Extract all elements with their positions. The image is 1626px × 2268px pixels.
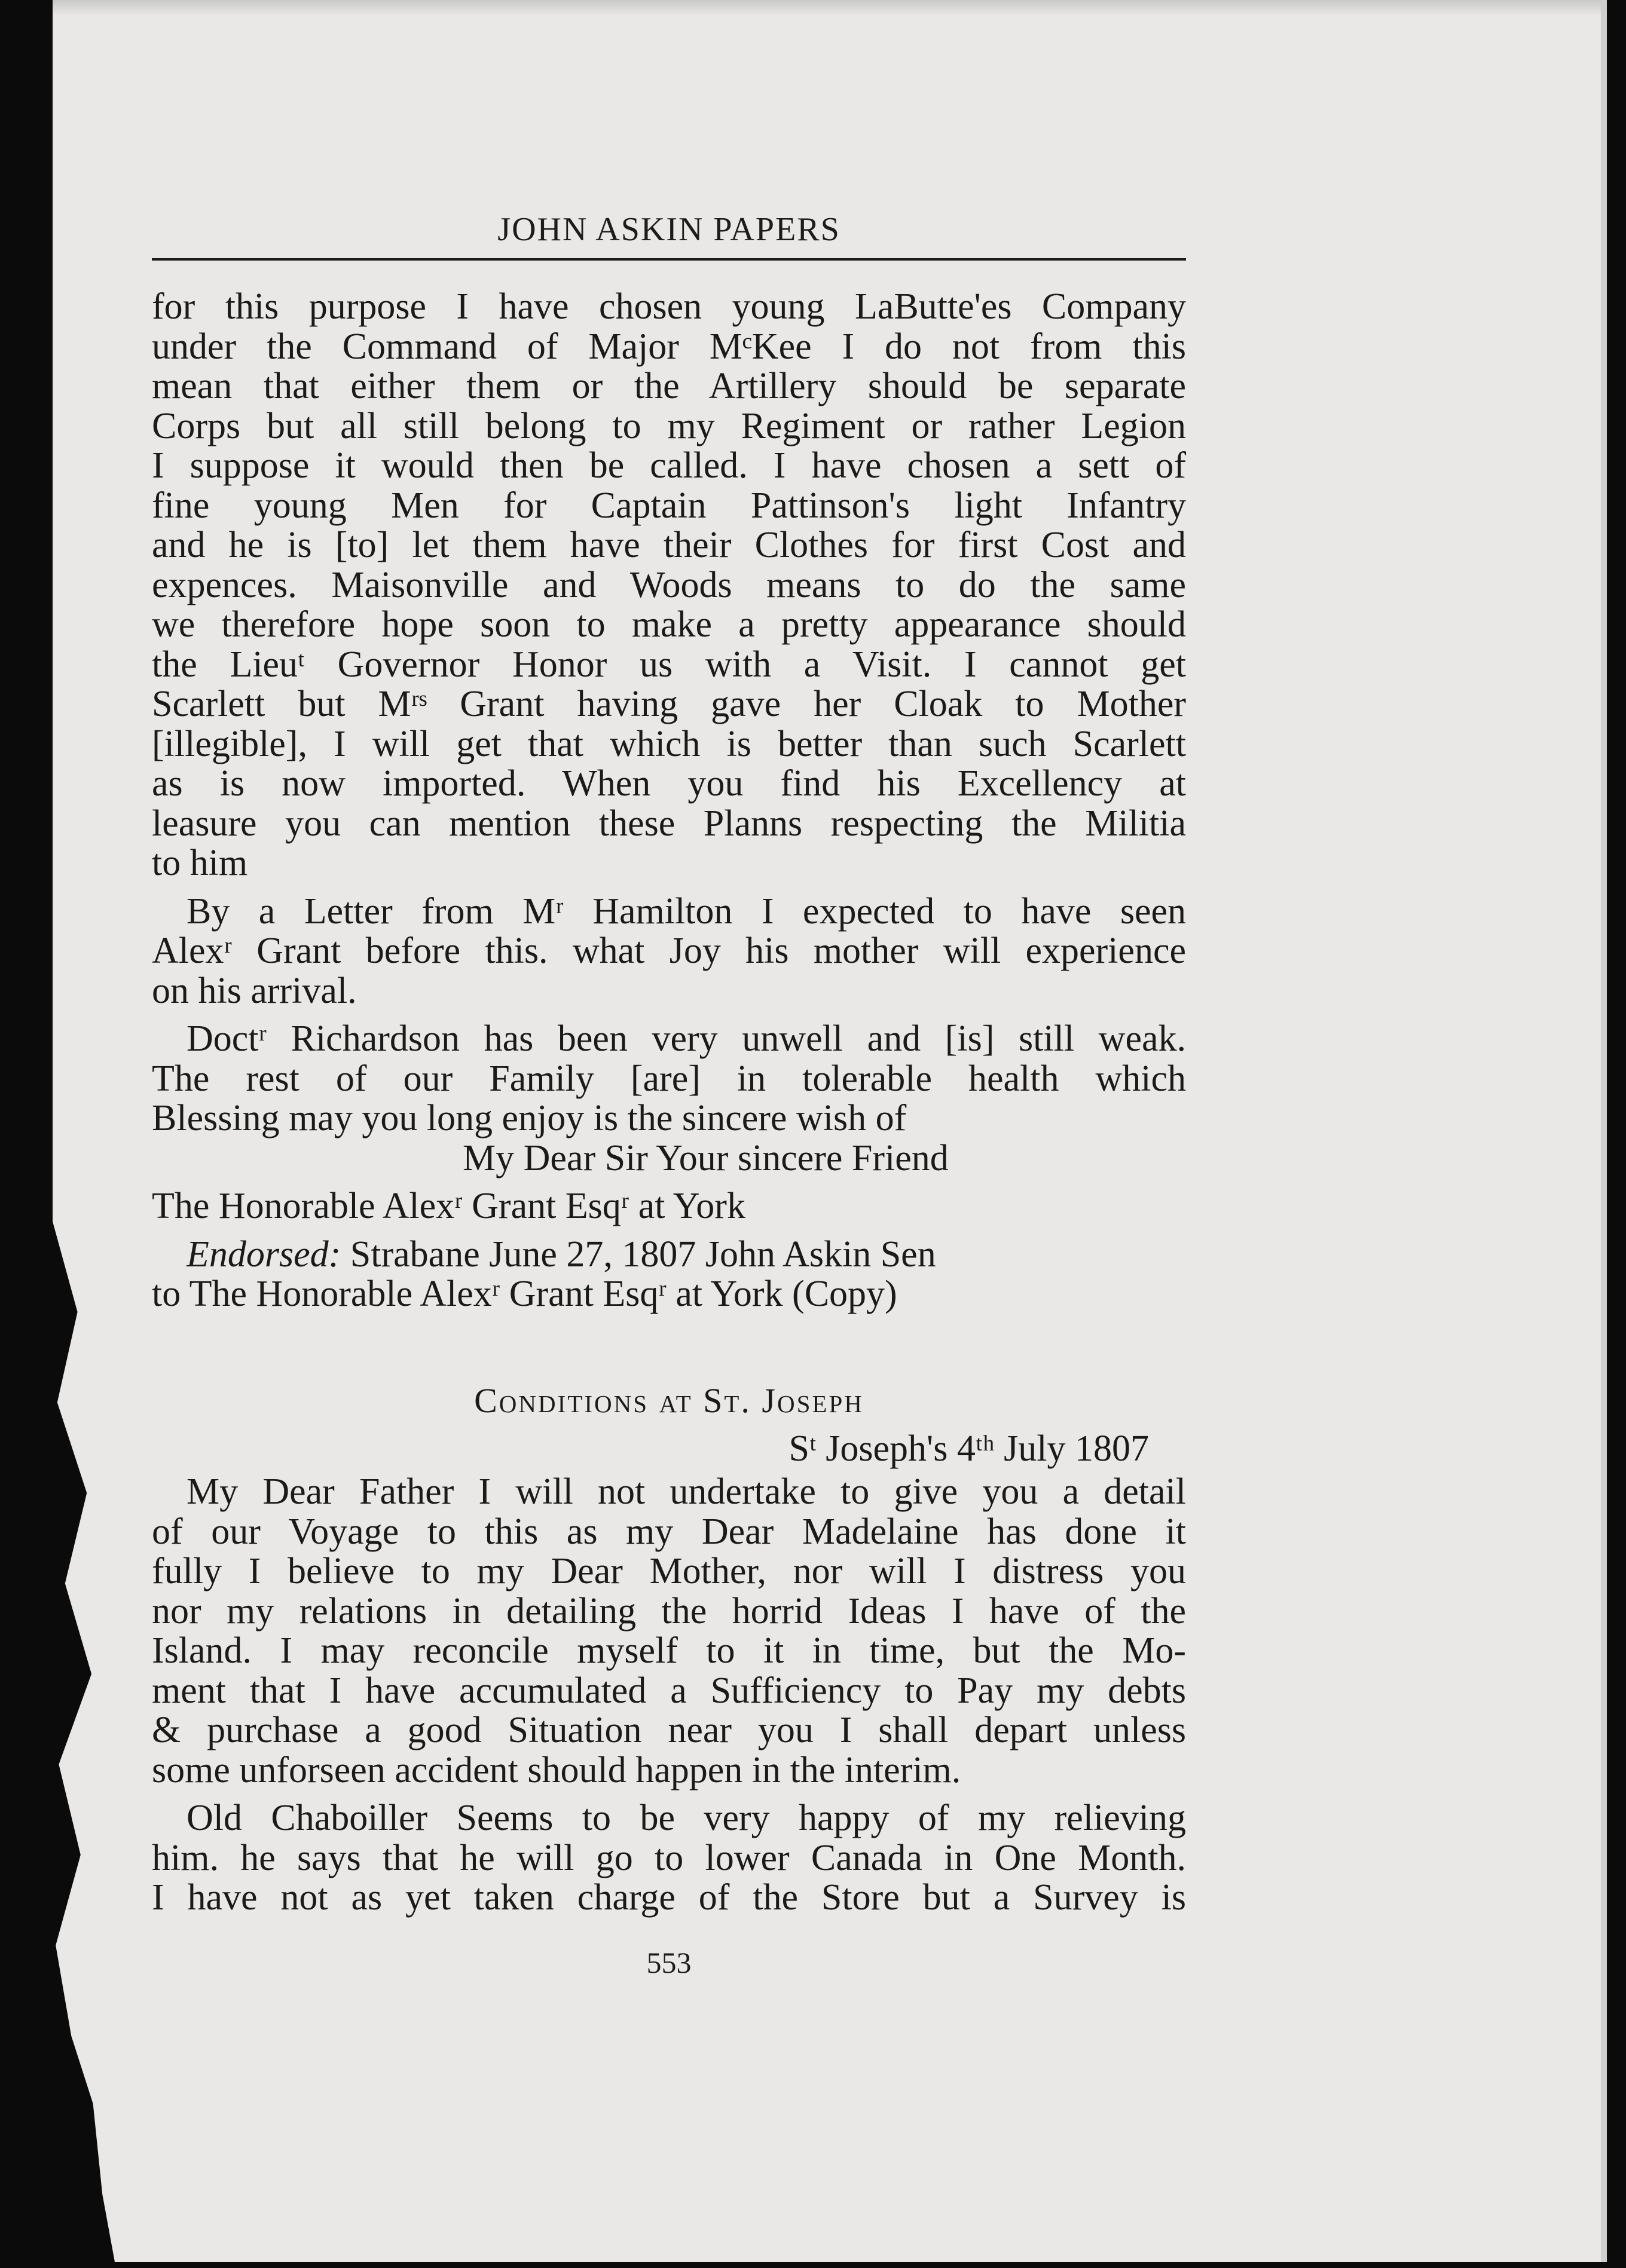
endorsement-line-2: to The Honorable Alexʳ Grant Esqʳ at York (Copy)	[152, 1274, 897, 1314]
text-line: Island. I may reconcile myself to it in time, but the Mo-	[152, 1630, 1186, 1671]
section-title: Conditions at St. Joseph	[474, 1381, 864, 1420]
text-line: I suppose it would then be called. I have chosen a sett of	[152, 445, 1186, 486]
text-line: Corps but all still belong to my Regiment or rather Legion	[152, 405, 1186, 446]
text-line: I have not as yet taken charge of the Store but a Survey is	[152, 1877, 1186, 1918]
text-line: The rest of our Family [are] in tolerable health which	[152, 1058, 1186, 1099]
text-line: By a Letter from Mʳ Hamilton I expected to have seen	[187, 890, 1186, 932]
text-line: under the Command of Major MᶜKee I do not from this	[152, 326, 1186, 367]
text-line: [illegible], I will get that which is better than such Scarlett	[152, 723, 1186, 764]
header-rule	[152, 258, 1186, 261]
text-line: leasure you can mention these Planns respecting the Militia	[152, 803, 1186, 844]
letter-closing: My Dear Sir Your sincere Friend	[463, 1137, 949, 1179]
page-body	[152, 287, 1186, 1918]
text-line: nor my relations in detailing the horrid Ideas I have of the	[152, 1590, 1186, 1632]
endorsed-text: Strabane June 27, 1807 John Askin Sen	[341, 1234, 936, 1275]
text-line: Old Chaboiller Seems to be very happy of my relieving	[187, 1798, 1186, 1838]
text-line: expences. Maisonville and Woods means to do the same	[152, 564, 1186, 605]
text-line: Scarlett but Mʳˢ Grant having gave her Cloak to Mother	[152, 684, 1186, 724]
text-line: of our Voyage to this as my Dear Madelaine has done it	[152, 1511, 1186, 1552]
page-top-shadow	[53, 0, 1601, 16]
text-line: ment that I have accumulated a Sufficiency to Pay my debts	[152, 1670, 1186, 1711]
text-line: to him	[152, 843, 248, 883]
letter-address: The Honorable Alexʳ Grant Esqʳ at York	[152, 1186, 745, 1226]
text-line: & purchase a good Situation near you I shall depart unless	[152, 1710, 1186, 1750]
endorsement-line	[152, 1235, 1186, 1275]
page-number: 553	[646, 1946, 692, 1979]
text-line: My Dear Father I will not undertake to give you a detail	[187, 1471, 1186, 1512]
letter-dateline: Sᵗ Joseph's 4ᵗʰ July 1807	[788, 1428, 1149, 1469]
text-line: Alexʳ Grant before this. what Joy his mother will experience	[152, 931, 1186, 971]
text-line: the Lieuᵗ Governor Honor us with a Visit. I cannot get	[152, 644, 1186, 685]
text-line: we therefore hope soon to make a pretty appearance should	[152, 604, 1186, 645]
text-line: fully I believe to my Dear Mother, nor will I distress you	[152, 1551, 1186, 1591]
endorsed-label: Endorsed:	[187, 1234, 341, 1275]
text-line: as is now imported. When you find his Excellency at	[152, 763, 1186, 804]
text-line: mean that either them or the Artillery should be separate	[152, 366, 1186, 406]
text-line: for this purpose I have chosen young LaButte'es Company	[152, 286, 1186, 327]
running-header: JOHN ASKIN PAPERS	[497, 211, 840, 248]
text-line: him. he says that he will go to lower Canada in One Month.	[152, 1837, 1186, 1878]
text-line: Doctʳ Richardson has been very unwell and [is] still weak.	[187, 1018, 1186, 1059]
text-line: Blessing may you long enjoy is the sincere wish of	[152, 1098, 907, 1138]
text-line: and he is [to] let them have their Clothes for first Cost and	[152, 525, 1186, 565]
text-line: some unforseen accident should happen in the interim.	[152, 1749, 961, 1790]
text-line: fine young Men for Captain Pattinson's light Infantry	[152, 485, 1186, 526]
text-line: on his arrival.	[152, 970, 357, 1011]
